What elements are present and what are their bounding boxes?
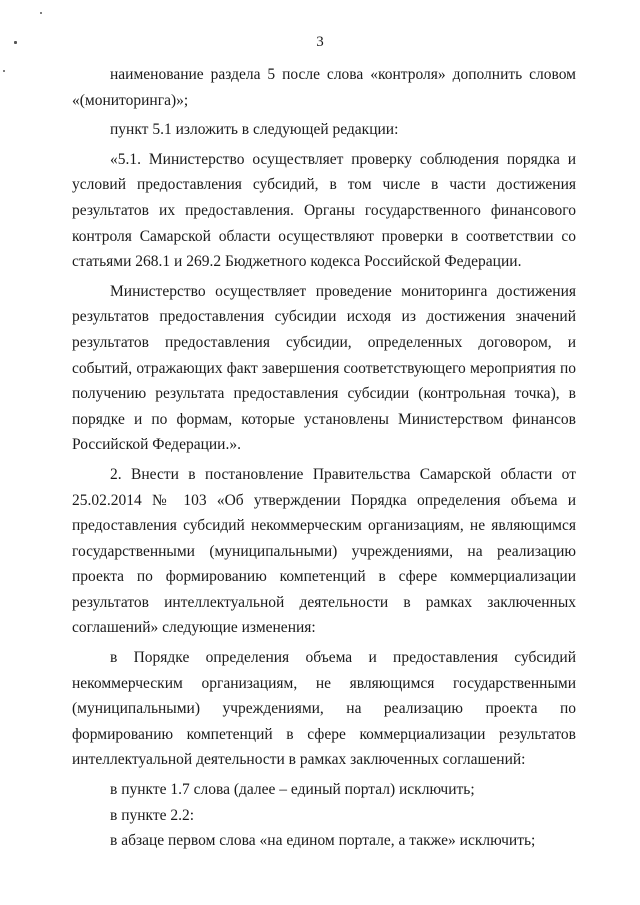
- paragraph-item51-intro: пункт 5.1 изложить в следующей редакции:: [110, 121, 399, 139]
- paragraph-item51-text: «5.1. Министерство осуществляет проверку соблюдения порядка и условий предоставления субсидий, в том числе в части достижения результатов их предоставления. Органы государственного финансового контроля Самарской области осуществляют проверки в соответствии со статьями 268.1 и 269.2 Бюджетного кодекса Российской Федерации.: [72, 150, 576, 271]
- document-body: [72, 62, 576, 854]
- paragraph-item2-amend: 2. Внести в постановление Правительства Самарской области от 25.02.2014 № 103 «Об утверждении Порядка определения объема и предоставления субсидий некоммерческим организациям, не являющимся государственными (муниципальными) учреждениями, на реализацию проекта по формированию компетенций в сфере коммерциализации результатов интеллектуальной деятельности в рамках заключенных соглашений» следующие изменения:: [72, 465, 576, 637]
- scan-mark-top: [40, 12, 42, 14]
- paragraph-first-abzac: в абзаце первом слова «на едином портале, а также» исключить;: [110, 832, 536, 850]
- paragraph-procedure: в Порядке определения объема и предоставления субсидий некоммерческим организациям, не являющимся государственными (муниципальными) учреждениями, на реализацию проекта по формированию компетенций в сфере коммерциализации результатов интеллектуальной деятельности в рамках заключенных соглашений:: [72, 649, 576, 769]
- paragraph-item17: в пункте 1.7 слова (далее – единый портал) исключить;: [110, 781, 475, 799]
- paragraph-monitoring: Министерство осуществляет проведение мониторинга достижения результатов предоставления субсидии исходя из достижения значений результатов предоставления субсидии, определенных договором, и событий, отражающих факт завершения соответствующего мероприятия по получению результата предоставления субсидии (контрольная точка), в порядке и по формам, которые установлены Министерством финансов Российской Федерации.».: [72, 282, 576, 454]
- scan-mark-left: [3, 70, 5, 72]
- paragraph-section5-title: наименование раздела 5 после слова «контроля» дополнить словом «(мониторинга)»;: [72, 66, 576, 109]
- page-number: 3: [316, 34, 324, 50]
- paragraph-item22: в пункте 2.2:: [110, 806, 195, 824]
